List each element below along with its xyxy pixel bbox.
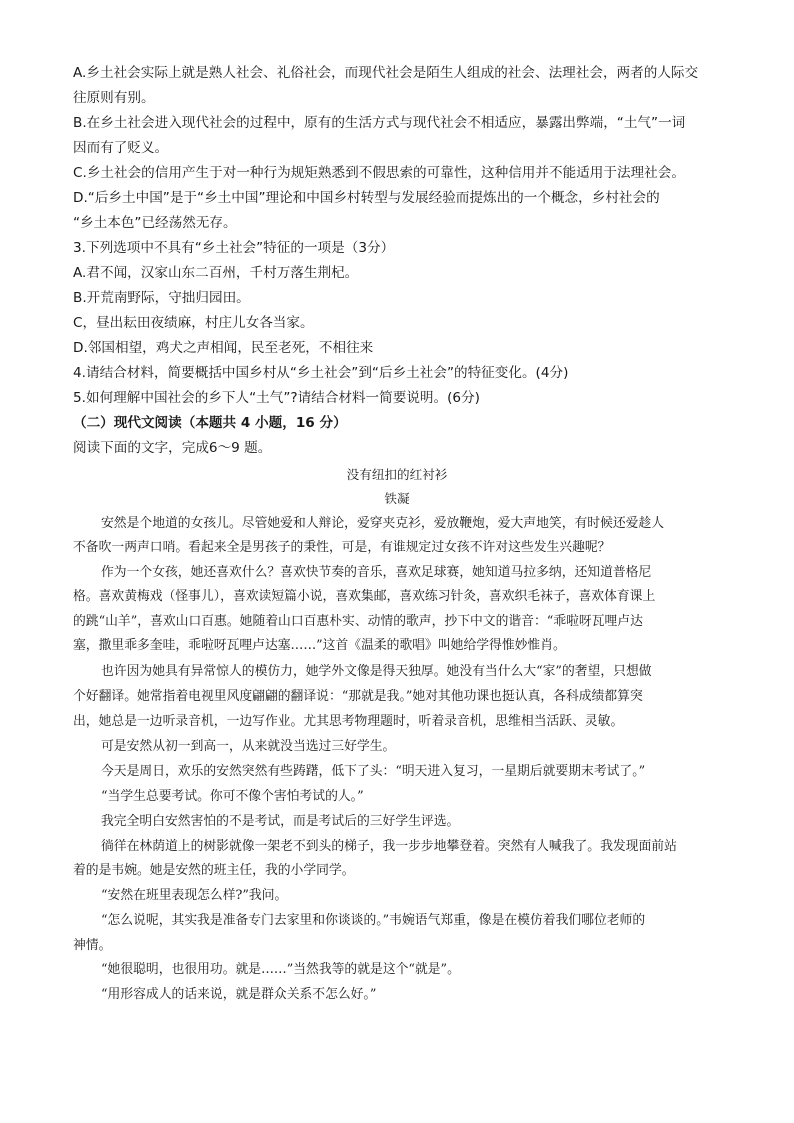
story-line: 我完全明白安然害怕的不是考试，而是考试后的三好学生评选。 xyxy=(101,814,460,829)
story-line: 安然是个地道的女孩儿。尽管她爱和人辩论，爱穿夹克衫，爱放鞭炮，爱大声地笑，有时候还爱趁人 xyxy=(101,516,665,531)
question-3-option-d: D.邻国相望，鸡犬之声相闻，民至老死，不相往来 xyxy=(73,340,374,356)
story-line: 塞，撒里乖多奎哇，乖啦呀瓦哩卢达塞……”这首《温柔的歌唱》叫她给学得惟妙惟肖。 xyxy=(73,638,566,653)
story-line: 格。喜欢黄梅戏（怪事儿），喜欢读短篇小说，喜欢集邮，喜欢练习针灸，喜欢织毛袜子，喜欢体育课上 xyxy=(73,589,656,604)
story-line: 个好翻译。她常指着电视里风度翩翩的翻译说：“那就是我。”她对其他功课也挺认真，各科成绩都算突 xyxy=(73,689,643,704)
option-b-line1: B.在乡土社会进入现代社会的过程中，原有的生活方式与现代社会不相适应，暴露出弊端，“土气”一词 xyxy=(73,115,686,131)
option-d-line2: “乡土本色”已经荡然无存。 xyxy=(73,215,237,231)
story-line: 的跳“山羊”，喜欢山口百惠。她随着山口百惠朴实、动情的歌声，抄下中文的谐音：“乖啦呀瓦哩卢达 xyxy=(73,614,643,629)
option-a-line1: A.乡土社会实际上就是熟人社会、礼俗社会，而现代社会是陌生人组成的社会、法理社会，两者的人际交 xyxy=(73,65,699,81)
story-line: 神情。 xyxy=(73,938,112,953)
option-a-line2: 往原则有别。 xyxy=(73,90,155,106)
question-3-stem: 3.下列选项中不具有“乡土社会”特征的一项是（3分） xyxy=(73,240,395,256)
story-author: 铁凝 xyxy=(384,491,410,506)
story-line: 可是安然从初一到高一，从来就没当选过三好学生。 xyxy=(101,739,396,754)
story-line: 作为一个女孩，她还喜欢什么？喜欢快节奏的音乐，喜欢足球赛，她知道马拉多纳，还知道普格尼 xyxy=(101,565,652,580)
option-d-line1: D.“后乡土中国”是于“乡土中国”理论和中国乡村转型与发展经验而提炼出的一个概念，乡村社会的 xyxy=(73,190,660,206)
question-3-option-a: A.君不闻，汉家山东二百州，千村万落生荆杞。 xyxy=(73,265,359,281)
story-line: “安然在班里表现怎么样?”我问。 xyxy=(101,888,288,903)
story-title: 没有纽扣的红衬衫 xyxy=(346,467,448,482)
story-line: 也许因为她具有异常惊人的模仿力，她学外文像是得天独厚。她没有当什么大“家”的奢望，只想做 xyxy=(101,664,652,679)
story-line: 今天是周日，欢乐的安然突然有些踌躇，低下了头：“明天进入复习，一星期后就要期末考试了。” xyxy=(101,764,646,779)
question-4: 4.请结合材料，简要概括中国乡村从“乡土社会”到“后乡土社会”的特征变化。(4分) xyxy=(73,365,569,381)
question-3-option-c: C，昼出耘田夜绩麻，村庄儿女各当家。 xyxy=(73,315,314,331)
story-line: “她很聪明，也很用功。就是……”当然我等的就是这个“就是”。 xyxy=(101,962,460,977)
story-line: 出，她总是一边听录音机，一边写作业。尤其思考物理题时，听着录音机，思维相当活跃、灵敏。 xyxy=(73,714,624,729)
story-line: 徜徉在林荫道上的树影就像一架老不到头的梯子，我一步步地攀登着。突然有人喊我了。我发现面前站 xyxy=(101,839,677,854)
story-line: “用形容成人的话来说，就是群众关系不怎么好。” xyxy=(101,987,377,1002)
question-5: 5.如何理解中国社会的乡下人“土气”?请结合材料一简要说明。(6分) xyxy=(73,390,480,406)
story-line: 不备吹一两声口哨。看起来全是男孩子的秉性，可是，有谁规定过女孩不许对这些发生兴趣呢？ xyxy=(73,540,611,555)
section-instruction: 阅读下面的文字，完成6～9 题。 xyxy=(73,440,272,456)
story-line: 着的是韦婉。她是安然的班主任，我的小学同学。 xyxy=(73,863,355,878)
story-line: “当学生总要考试。你可不像个害怕考试的人。” xyxy=(101,789,364,804)
option-c: C.乡土社会的信用产生于对一种行为规矩熟悉到不假思索的可靠性，这种信用并不能适用于法理社会。 xyxy=(73,165,685,181)
option-b-line2: 因而有了贬义。 xyxy=(73,140,169,156)
section-heading: （二）现代文阅读（本题共 4 小题，16 分） xyxy=(73,415,347,431)
question-3-option-b: B.开荒南野际，守拙归园田。 xyxy=(73,290,250,306)
story-line: “怎么说呢，其实我是准备专门去家里和你谈谈的。”韦婉语气郑重，像是在模仿着我们哪位老师的 xyxy=(101,913,646,928)
